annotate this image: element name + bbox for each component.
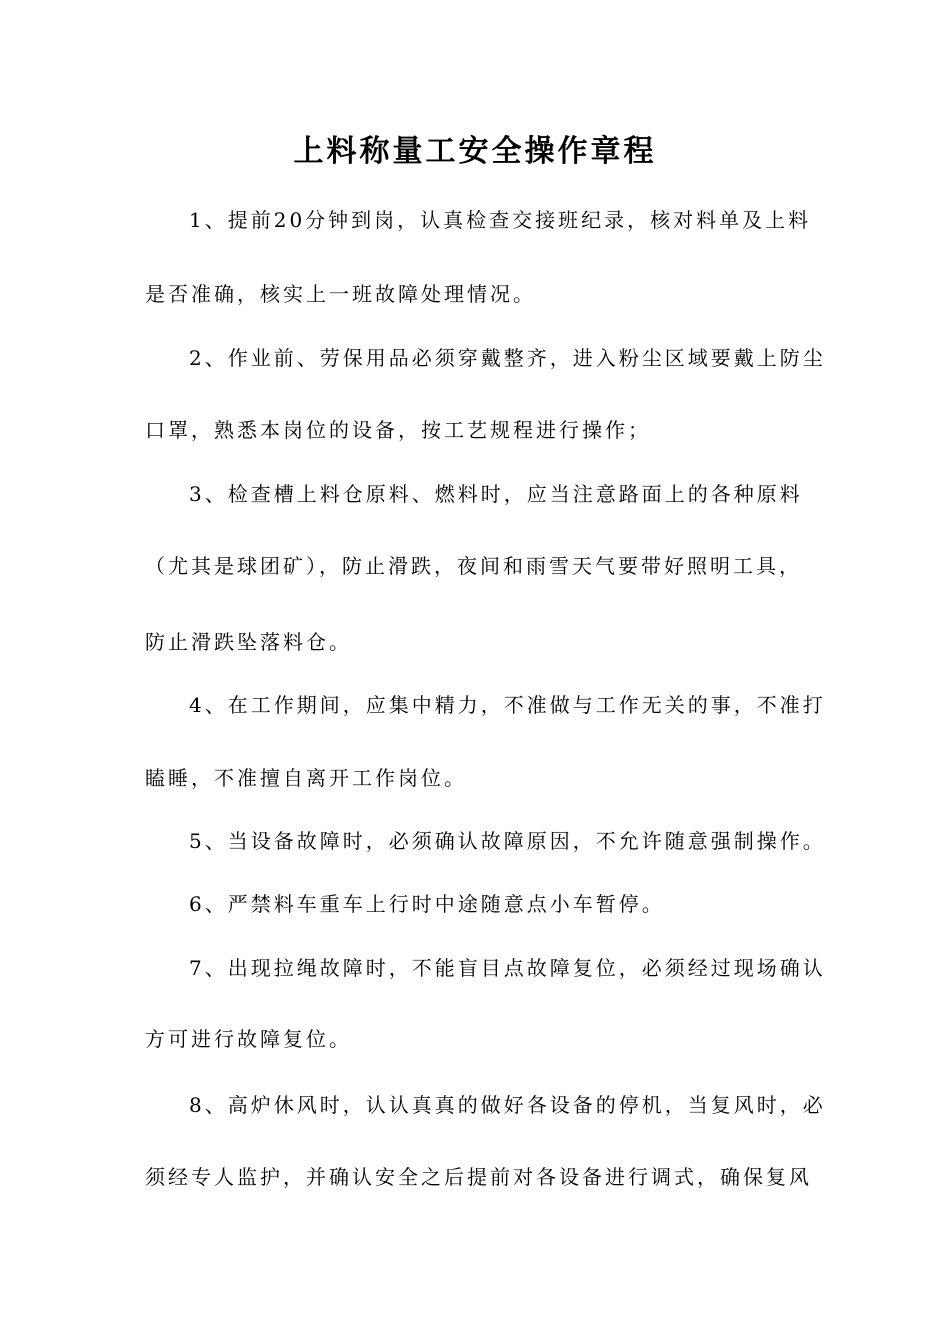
document-title: 上料称量工安全操作章程: [293, 134, 657, 169]
rule-1-line-1: 1、提前20分钟到岗，认真检查交接班纪录，核对料单及上料: [189, 208, 812, 232]
rule-5-line-1: 5、当设备故障时，必须确认故障原因，不允许随意强制操作。: [189, 829, 826, 853]
rule-2-line-1: 2、作业前、劳保用品必须穿戴整齐，进入粉尘区域要戴上防尘: [189, 346, 826, 370]
rule-4-line-1: 4、在工作期间，应集中精力，不准做与工作无关的事，不准打: [189, 693, 826, 717]
rule-6-line-1: 6、严禁料车重车上行时中途随意点小车暂停。: [189, 892, 665, 916]
rule-2-line-2: 口罩，熟悉本岗位的设备，按工艺规程进行操作；: [145, 418, 651, 442]
rule-3-line-1: 3、检查槽上料仓原料、燃料时，应当注意路面上的各种原料: [189, 482, 803, 506]
rule-7-line-2: 方可进行故障复位。: [145, 1027, 352, 1051]
rule-7-line-1: 7、出现拉绳故障时，不能盲目点故障复位，必须经过现场确认: [189, 956, 826, 980]
rule-3-line-3: 防止滑跌坠落料仓。: [145, 630, 352, 654]
rule-3-line-2: （尤其是球团矿），防止滑跌，夜间和雨雪天气要带好照明工具，: [145, 554, 802, 578]
rule-1-line-2: 是否准确，核实上一班故障处理情况。: [145, 282, 536, 306]
rule-8-line-1: 8、高炉休风时，认认真真的做好各设备的停机，当复风时，必: [189, 1093, 826, 1117]
rule-4-line-2: 瞌睡，不准擅自离开工作岗位。: [145, 766, 467, 790]
rule-8-line-2: 须经专人监护，并确认安全之后提前对各设备进行调式，确保复风: [145, 1165, 812, 1189]
